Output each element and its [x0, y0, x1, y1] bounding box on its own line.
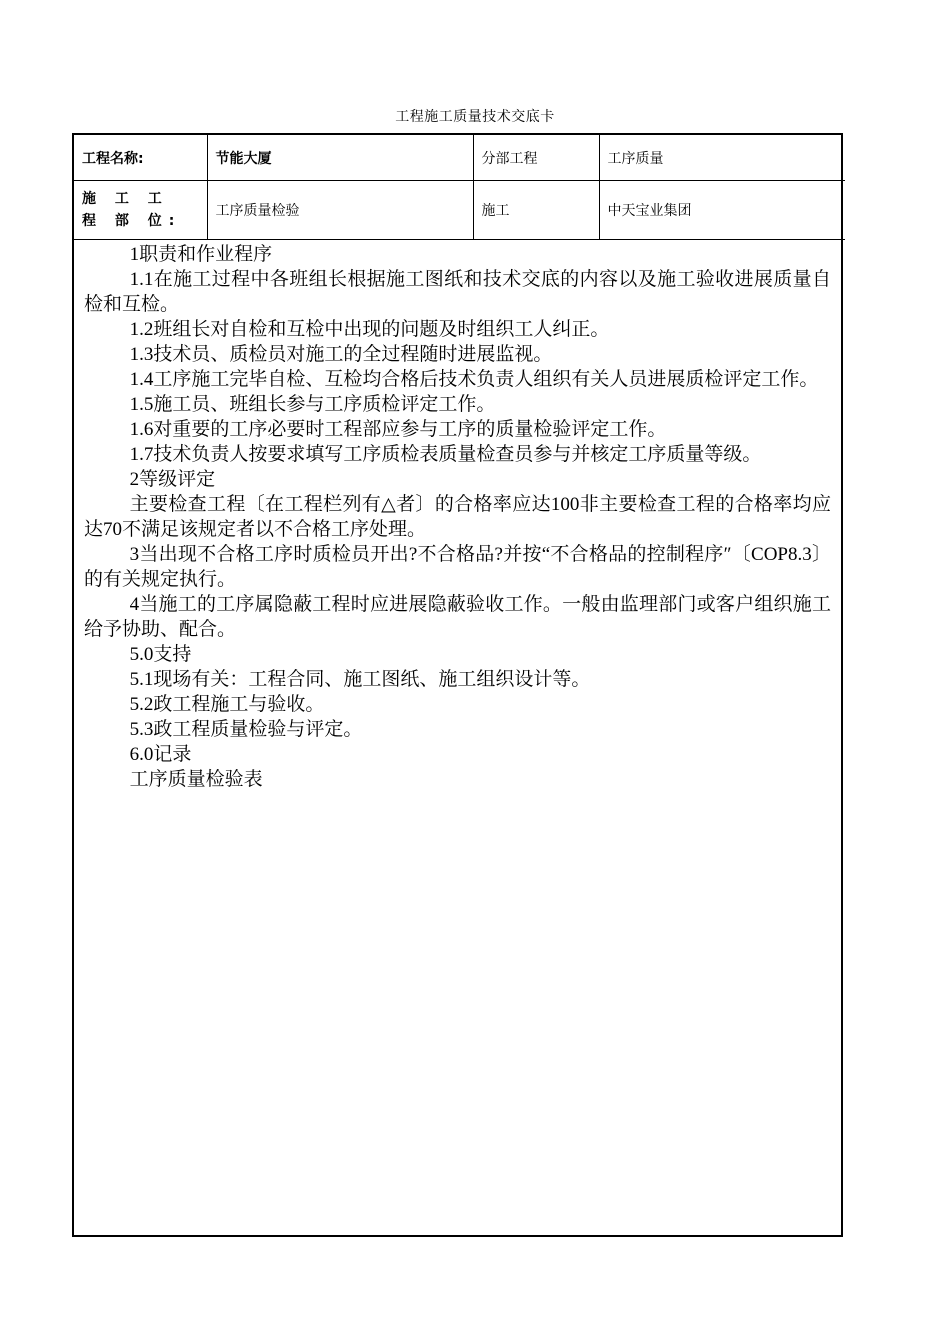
paragraph: 2等级评定: [129, 469, 216, 490]
project-name-label: 工程名称:: [74, 135, 207, 181]
paragraph: 1.7技术负责人按要求填写工序质检表质量检查员参与并核定工序质量等级。: [129, 444, 762, 465]
paragraph: 5.3政工程质量检验与评定。: [129, 719, 363, 740]
paragraph: 1.5施工员、班组长参与工序质检评定工作。: [129, 394, 496, 415]
document-title: 工程施工质量技术交底卡: [395, 109, 555, 125]
paragraph: 工序质量检验表: [129, 769, 263, 790]
project-name-value: 节能大厦: [207, 135, 473, 181]
construction-company-value: 中天宝业集团: [599, 181, 845, 240]
paragraph: 5.0支持: [129, 644, 192, 665]
paragraph: 主要检查工程〔在工程栏列有△者〕的合格率应达100非主要检查工程的合格率均应达70不满足该规定者以不合格工序处理。: [84, 494, 831, 540]
header-table: [74, 135, 845, 240]
paragraph: 3当出现不合格工序时质检员开出?不合格品?并按“不合格品的控制程序″〔COP8.3〕的有关规定执行。: [84, 544, 831, 590]
paragraph: 1.6对重要的工序必要时工程部应参与工序的质量检验评定工作。: [129, 419, 667, 440]
paragraph: 1.1在施工过程中各班组长根据施工图纸和技术交底的内容以及施工验收进展质量自检和互检。: [84, 269, 831, 315]
construction-part-label: 施 工 工 程 部 位:: [74, 181, 207, 240]
paragraph: 1职责和作业程序: [129, 244, 273, 265]
paragraph: 4当施工的工序属隐蔽工程时应进展隐蔽验收工作。一般由监理部门或客户组织施工给予协助、配合。: [84, 594, 831, 640]
paragraph: 5.1现场有关：工程合同、施工图纸、施工组织设计等。: [129, 669, 591, 690]
division-value: 工序质量: [599, 135, 845, 181]
paragraph: 5.2政工程施工与验收。: [129, 694, 325, 715]
construction-part-value: 工序质量检验: [207, 181, 473, 240]
division-label: 分部工程: [473, 135, 599, 181]
header-row-project: [74, 135, 845, 181]
paragraph: 1.2班组长对自检和互检中出现的问题及时组织工人纠正。: [129, 319, 610, 340]
paragraph: 1.3技术员、质检员对施工的全过程随时进展监视。: [129, 344, 553, 365]
header-row-part: [74, 181, 845, 240]
paragraph: 1.4工序施工完毕自检、互检均合格后技术负责人组织有关人员进展质检评定工作。: [129, 369, 819, 390]
paragraph: 6.0记录: [129, 744, 192, 765]
construction-label: 施工: [473, 181, 599, 240]
disclosure-content: [74, 240, 841, 792]
disclosure-card: [72, 133, 843, 1237]
